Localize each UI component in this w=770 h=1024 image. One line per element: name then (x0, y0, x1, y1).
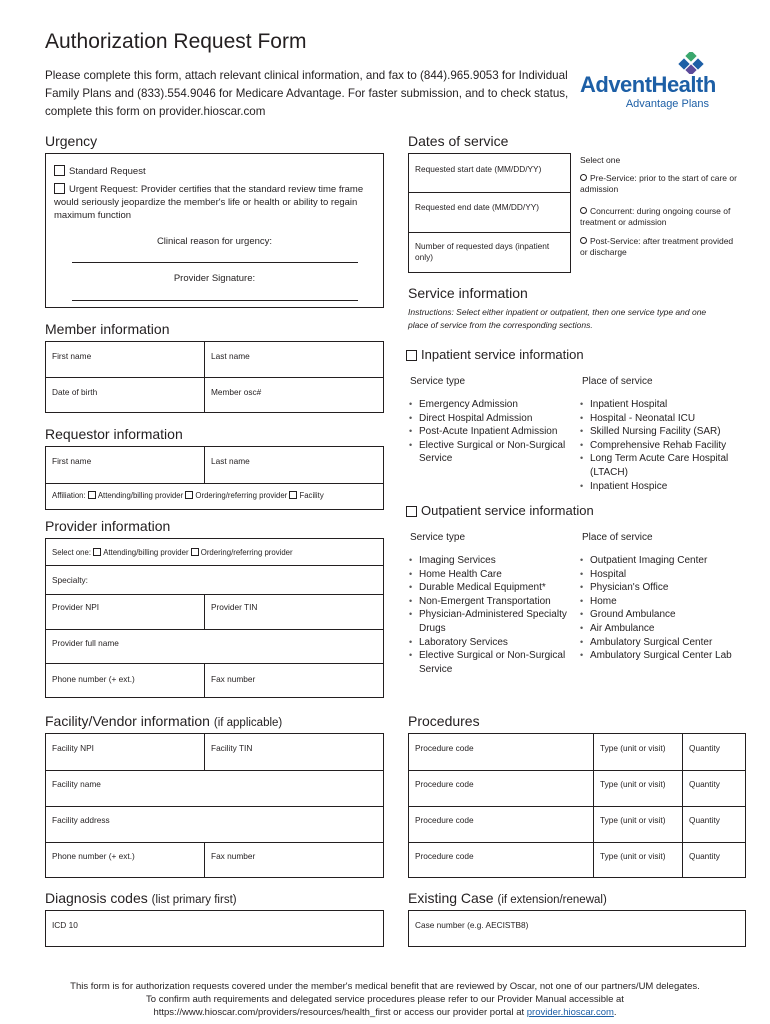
list-item[interactable]: • Air Ambulance (580, 622, 740, 636)
urgent-request-checkbox[interactable] (54, 183, 65, 194)
service-heading: Service information (408, 285, 528, 301)
select-one-label: Select one (580, 155, 621, 165)
provider-full-name-field[interactable]: Provider full name (52, 638, 119, 648)
footer-line-2: To confirm auth requirements and delegated service procedures please refer to our Provider Manual accessible at (146, 994, 624, 1005)
provider-phone-field[interactable]: Phone number (+ ext.) (52, 674, 135, 684)
divider (204, 447, 205, 483)
list-item[interactable]: • Ground Ambulance (580, 608, 740, 622)
affiliation-ordering-label: Ordering/referring provider (195, 491, 288, 500)
requestor-first-name-field[interactable]: First name (52, 456, 92, 466)
diagnosis-heading (45, 890, 237, 906)
list-item[interactable]: • Laboratory Services (409, 636, 569, 650)
list-item[interactable]: • Physician's Office (580, 581, 740, 595)
provider-select-row (52, 548, 293, 557)
outpatient-place-heading: Place of service (582, 532, 653, 543)
list-item[interactable]: • Home Health Care (409, 568, 569, 582)
advent-health-logo (580, 52, 716, 112)
requestor-last-name-field[interactable]: Last name (211, 456, 250, 466)
provider-tin-field[interactable]: Provider TIN (211, 602, 258, 612)
post-service-desc: after treatment provided or discharge (580, 236, 734, 257)
member-first-name-field[interactable]: First name (52, 351, 92, 361)
list-item[interactable]: • Elective Surgical or Non-Surgical Service (409, 649, 569, 676)
urgent-request-option[interactable] (54, 183, 379, 222)
facility-tin-field[interactable]: Facility TIN (211, 743, 253, 753)
pre-service-desc: prior to the start of care or admission (580, 173, 737, 194)
provider-ordering-label: Ordering/referring provider (200, 548, 293, 557)
affiliation-attending-label: Attending/billing provider (97, 491, 184, 500)
clinical-reason-label: Clinical reason for urgency: (156, 236, 273, 247)
list-item[interactable]: • Long Term Acute Care Hospital (LTACH) (580, 452, 730, 479)
list-item[interactable]: • Outpatient Imaging Center (580, 554, 740, 568)
start-date-field[interactable]: Requested start date (MM/DD/YY) (415, 164, 542, 174)
case-number-field[interactable]: Case number (e.g. AECISTB8) (415, 920, 529, 930)
post-service-option[interactable] (580, 236, 740, 258)
facility-address-field[interactable]: Facility address (52, 815, 110, 825)
standard-request-checkbox[interactable] (54, 165, 65, 176)
list-item[interactable]: • Inpatient Hospital (580, 398, 730, 412)
pre-service-option[interactable] (580, 173, 740, 195)
pre-service-radio[interactable] (580, 174, 587, 181)
clinical-reason-line[interactable] (72, 262, 358, 263)
procedure-quantity-field[interactable]: Quantity (689, 779, 720, 789)
member-box (45, 341, 384, 413)
inpatient-heading: Inpatient service information (421, 347, 584, 362)
provider-select-label: Select one: (52, 548, 92, 557)
concurrent-desc: during ongoing course of treatment or admission (580, 206, 731, 227)
affiliation-attending-checkbox[interactable] (88, 491, 96, 499)
existing-case-box (408, 910, 746, 947)
provider-attending-checkbox[interactable] (93, 548, 101, 556)
list-item[interactable]: • Home (580, 595, 740, 609)
inpatient-places-list (580, 398, 730, 493)
outpatient-places-list (580, 554, 740, 663)
page-title: Authorization Request Form (45, 30, 307, 53)
procedure-code-field[interactable]: Procedure code (415, 743, 474, 753)
divider (409, 192, 570, 193)
procedure-type-field[interactable]: Type (unit or visit) (600, 815, 666, 825)
list-item[interactable]: • Elective Surgical or Non-Surgical Service (409, 439, 569, 466)
affiliation-label: Affiliation: (52, 491, 86, 500)
member-id-field[interactable]: Member osc# (211, 387, 262, 397)
list-item[interactable]: • Post-Acute Inpatient Admission (409, 425, 569, 439)
divider (46, 483, 383, 484)
procedures-heading: Procedures (408, 713, 480, 729)
diagnosis-heading-text: Diagnosis codes (45, 890, 148, 906)
divider (204, 594, 205, 629)
service-instructions: Instructions: Select either inpatient or outpatient, then one service type and one place of service from the corresponding sections. (408, 307, 707, 330)
divider (46, 663, 383, 664)
affiliation-row (52, 491, 324, 500)
affiliation-facility-checkbox[interactable] (289, 491, 297, 499)
cross-logo-icon (678, 52, 704, 74)
divider (204, 842, 205, 877)
list-item[interactable]: • Comprehensive Rehab Facility (580, 439, 730, 453)
existing-case-heading (408, 890, 607, 906)
standard-request-label: Standard Request (69, 166, 146, 177)
list-item[interactable]: • Hospital (580, 568, 740, 582)
provider-portal-link[interactable]: provider.hioscar.com (526, 1007, 614, 1018)
divider (46, 770, 383, 771)
divider (204, 663, 205, 697)
procedures-box (408, 733, 746, 878)
provider-signature-label: Provider Signature: (173, 273, 256, 284)
outpatient-checkbox[interactable] (406, 506, 417, 517)
end-date-field[interactable]: Requested end date (MM/DD/YY) (415, 202, 540, 212)
dates-heading: Dates of service (408, 133, 509, 149)
procedure-code-field[interactable]: Procedure code (415, 815, 474, 825)
procedure-type-field[interactable]: Type (unit or visit) (600, 851, 666, 861)
list-item[interactable]: • Skilled Nursing Facility (SAR) (580, 425, 730, 439)
provider-npi-field[interactable]: Provider NPI (52, 602, 100, 612)
inpatient-service-type-heading: Service type (410, 376, 466, 387)
facility-heading-text: Facility/Vendor information (45, 713, 210, 729)
list-item[interactable]: • Durable Medical Equipment* (409, 581, 569, 595)
inpatient-option[interactable] (406, 347, 584, 362)
logo-subtitle: Advantage Plans (625, 98, 709, 110)
pre-service-label: Pre-Service: (590, 173, 637, 183)
affiliation-facility-label: Facility (299, 491, 324, 500)
provider-signature-line[interactable] (72, 300, 358, 301)
list-item[interactable]: • Emergency Admission (409, 398, 569, 412)
post-service-label: Post-Service: (590, 236, 641, 246)
member-last-name-field[interactable]: Last name (211, 351, 250, 361)
affiliation-ordering-checkbox[interactable] (185, 491, 193, 499)
divider (409, 770, 745, 771)
divider (46, 594, 383, 595)
concurrent-option[interactable] (580, 206, 740, 228)
outpatient-service-type-heading: Service type (410, 532, 466, 543)
list-item[interactable]: • Ambulatory Surgical Center Lab (580, 649, 740, 663)
procedure-type-field[interactable]: Type (unit or visit) (600, 779, 666, 789)
existing-case-heading-text: Existing Case (408, 890, 494, 906)
facility-box (45, 733, 384, 878)
outpatient-heading: Outpatient service information (421, 503, 594, 518)
list-item[interactable]: • Imaging Services (409, 554, 569, 568)
member-dob-field[interactable]: Date of birth (52, 387, 98, 397)
icd10-field[interactable]: ICD 10 (52, 920, 78, 930)
procedure-code-field[interactable]: Procedure code (415, 779, 474, 789)
intro-text: Please complete this form, attach relevant clinical information, and fax to (844).965.9053 for Individual Family Plans and (833).554.9046 for Medicare Advantage. For faster submission, and to check status, complete this form on provider.hioscar.com (45, 69, 569, 118)
provider-ordering-checkbox[interactable] (191, 548, 199, 556)
divider (409, 232, 570, 233)
provider-heading: Provider information (45, 518, 171, 534)
concurrent-radio[interactable] (580, 207, 587, 214)
divider (409, 806, 745, 807)
list-item[interactable]: • Direct Hospital Admission (409, 412, 569, 426)
logo-wordmark: AdventHealth (580, 72, 716, 97)
specialty-field[interactable]: Specialty: (52, 575, 88, 585)
divider (409, 842, 745, 843)
inpatient-place-heading: Place of service (582, 376, 653, 387)
list-item[interactable]: • Non-Emergent Transportation (409, 595, 569, 609)
outpatient-types-list (409, 554, 569, 676)
concurrent-label: Concurrent: (590, 206, 635, 216)
list-item[interactable]: • Ambulatory Surgical Center (580, 636, 740, 650)
inpatient-types-list (409, 398, 569, 466)
divider (46, 629, 383, 630)
existing-case-heading-note: (if extension/renewal) (497, 894, 607, 906)
urgent-request-label: Urgent Request: Provider certifies that the standard review time frame would seriously jeopardize the member's life or health or ability to regain maximum function (54, 184, 364, 221)
facility-heading-note: (if applicable) (213, 717, 283, 729)
procedure-quantity-field[interactable]: Quantity (689, 815, 720, 825)
procedure-code-field[interactable]: Procedure code (415, 851, 474, 861)
diagnosis-box (45, 910, 384, 947)
list-item[interactable]: • Hospital - Neonatal ICU (580, 412, 730, 426)
member-heading: Member information (45, 321, 170, 337)
facility-npi-field[interactable]: Facility NPI (52, 743, 94, 753)
provider-box (45, 538, 384, 698)
procedure-quantity-field[interactable]: Quantity (689, 743, 720, 753)
footer-line-3 (40, 1006, 730, 1019)
divider (46, 842, 383, 843)
facility-name-field[interactable]: Facility name (52, 779, 101, 789)
dates-box (408, 153, 571, 273)
procedure-quantity-field[interactable]: Quantity (689, 851, 720, 861)
divider (46, 565, 383, 566)
footer-note (40, 980, 730, 1019)
list-item[interactable]: • Inpatient Hospice (580, 480, 730, 494)
requestor-box (45, 446, 384, 510)
urgency-heading: Urgency (45, 133, 98, 149)
divider (46, 377, 383, 378)
provider-fax-field[interactable]: Fax number (211, 674, 256, 684)
list-item[interactable]: • Physician-Administered Specialty Drugs (409, 608, 569, 635)
provider-attending-label: Attending/billing provider (103, 548, 189, 557)
divider (204, 734, 205, 770)
facility-phone-field[interactable]: Phone number (+ ext.) (52, 851, 135, 861)
requestor-heading: Requestor information (45, 426, 183, 442)
urgency-box (45, 153, 384, 308)
inpatient-checkbox[interactable] (406, 350, 417, 361)
footer-line-1: This form is for authorization requests covered under the member's medical benefit that are reviewed by Oscar, not one of our partners/UM delegates. (70, 981, 700, 992)
facility-heading (45, 713, 282, 729)
standard-request-option[interactable] (54, 165, 146, 177)
footer-line-3-text: https://www.hioscar.com/providers/resources/health_first or access our provider portal at (153, 1007, 527, 1018)
outpatient-option[interactable] (406, 503, 594, 518)
procedure-type-field[interactable]: Type (unit or visit) (600, 743, 666, 753)
post-service-radio[interactable] (580, 237, 587, 244)
footer-end: . (613, 1007, 617, 1018)
divider (46, 806, 383, 807)
requested-days-field[interactable]: Number of requested days (inpatient only) (415, 241, 550, 262)
facility-fax-field[interactable]: Fax number (211, 851, 256, 861)
diagnosis-heading-note: (list primary first) (151, 894, 237, 906)
